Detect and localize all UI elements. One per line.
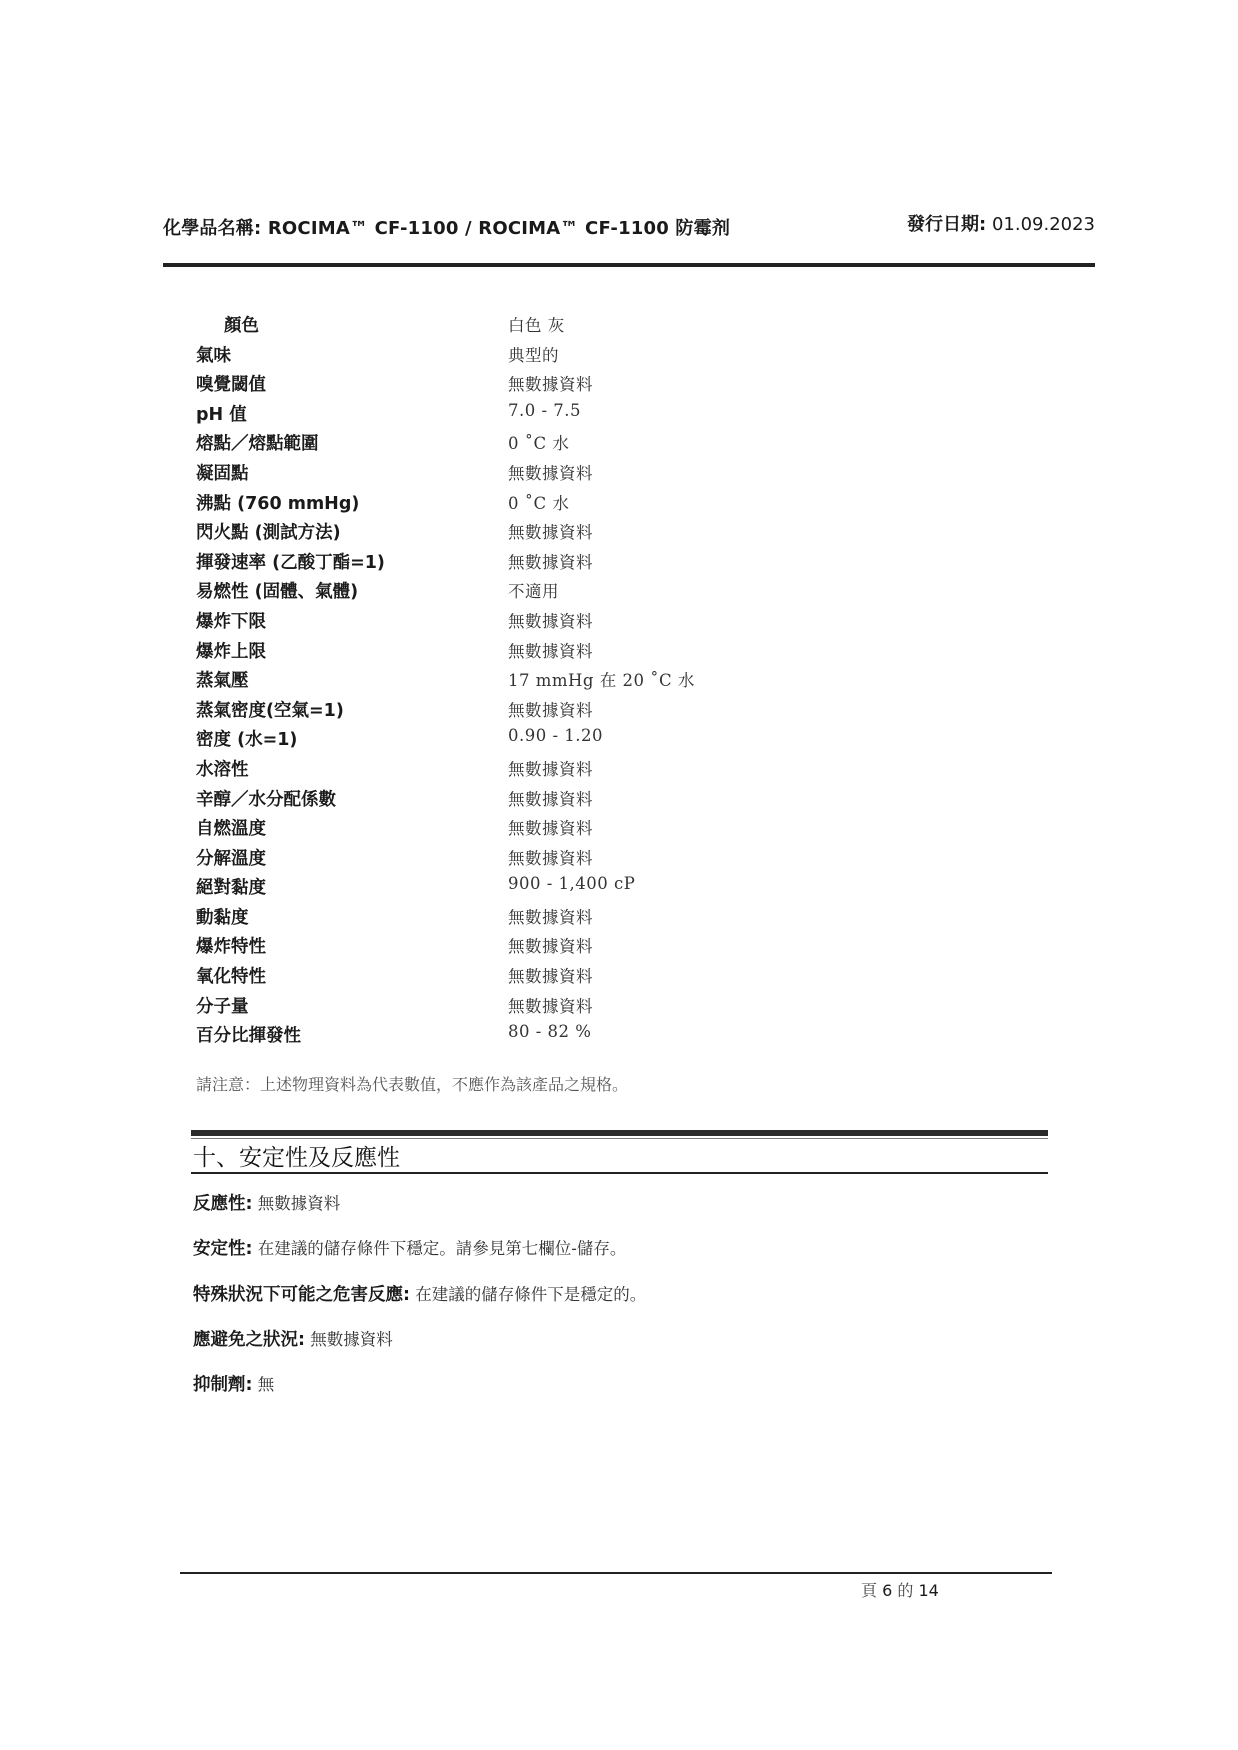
- property-row: [196, 815, 756, 845]
- property-label: 顏色: [224, 316, 259, 336]
- property-row: [196, 578, 756, 608]
- field-hazardous-reactions: [193, 1281, 646, 1306]
- page-total: 14: [918, 1581, 939, 1600]
- field-conditions-to-avoid: [193, 1326, 393, 1351]
- field-value: 在建議的儲存條件下穩定。請參見第七欄位-儲存。: [252, 1239, 627, 1258]
- property-label: 密度 (水=1): [196, 730, 298, 751]
- field-value: 無數據資料: [305, 1330, 393, 1349]
- property-row: [196, 845, 756, 875]
- property-row: [196, 963, 756, 993]
- field-key: 特殊狀況下可能之危害反應:: [193, 1285, 410, 1305]
- property-label: 絕對黏度: [196, 878, 266, 899]
- property-row: [196, 726, 756, 756]
- field-key: 反應性:: [193, 1194, 253, 1214]
- property-value: 0 ˚C 水: [508, 493, 570, 513]
- field-value: 無: [252, 1375, 275, 1394]
- page-prefix: 頁: [861, 1581, 878, 1600]
- property-row: [196, 371, 756, 401]
- property-row: [196, 786, 756, 816]
- property-value: 0 ˚C 水: [508, 434, 570, 454]
- property-value: 無數據資料: [508, 375, 593, 395]
- property-label: 水溶性: [196, 759, 249, 780]
- issue-date-label: 發行日期:: [907, 214, 987, 235]
- property-row: [196, 460, 756, 490]
- property-row: [196, 667, 756, 697]
- property-label: 凝固點: [196, 463, 249, 484]
- property-label: 易燃性 (固體、氣體): [196, 582, 359, 603]
- field-stability: [193, 1235, 626, 1260]
- property-value: 7.0 - 7.5: [508, 400, 582, 420]
- footer-divider: [180, 1572, 1052, 1574]
- property-label: 閃火點 (測試方法): [196, 523, 341, 544]
- property-value: 900 - 1,400 cP: [508, 874, 636, 894]
- field-inhibitors: [193, 1371, 274, 1396]
- property-row: [196, 519, 756, 549]
- page-current: 6: [882, 1581, 893, 1600]
- property-value: 80 - 82 %: [508, 1022, 592, 1042]
- physical-properties-table: [196, 312, 756, 1052]
- field-key: 抑制劑:: [193, 1375, 253, 1395]
- property-value: 17 mmHg 在 20 ˚C 水: [508, 671, 695, 691]
- property-value: 無數據資料: [508, 819, 593, 839]
- property-label: 沸點 (760 mmHg): [196, 493, 360, 514]
- property-row: [196, 993, 756, 1023]
- property-value: 白色 灰: [508, 316, 565, 335]
- property-row: [196, 490, 756, 520]
- property-row: [196, 549, 756, 579]
- property-label: 氣味: [196, 345, 231, 366]
- property-value: 無數據資料: [508, 552, 593, 572]
- property-value: 無數據資料: [508, 759, 593, 779]
- section-title: 十、安定性及反應性: [193, 1145, 400, 1171]
- property-value: 典型的: [508, 345, 559, 365]
- property-row: [196, 312, 756, 342]
- property-label: 分子量: [196, 996, 249, 1017]
- property-label: 百分比揮發性: [196, 1026, 301, 1047]
- property-value: 無數據資料: [508, 967, 593, 987]
- property-value: 無數據資料: [508, 463, 593, 483]
- property-value: 無數據資料: [508, 907, 593, 927]
- property-value: 無數據資料: [508, 523, 593, 543]
- property-label: 分解溫度: [196, 848, 266, 869]
- field-reactivity: [193, 1190, 340, 1215]
- property-value: 不適用: [508, 582, 559, 602]
- property-label: 辛醇／水分配係數: [196, 789, 336, 810]
- property-label: 熔點／熔點範圍: [196, 434, 319, 455]
- property-value: 無數據資料: [508, 789, 593, 809]
- property-row: [196, 1022, 756, 1052]
- property-label: 爆炸下限: [196, 611, 266, 632]
- property-label: 蒸氣密度(空氣=1): [196, 700, 344, 721]
- page-number: [861, 1578, 939, 1601]
- property-label: 自燃溫度: [196, 819, 266, 840]
- property-value: 無數據資料: [508, 700, 593, 720]
- property-label: 爆炸特性: [196, 937, 266, 958]
- property-label: 動黏度: [196, 907, 249, 928]
- property-row: [196, 608, 756, 638]
- property-row: [196, 904, 756, 934]
- property-row: [196, 756, 756, 786]
- field-value: 在建議的儲存條件下是穩定的。: [410, 1285, 647, 1304]
- property-label: 嗅覺閾值: [196, 375, 266, 396]
- specification-note: 請注意：上述物理資料為代表數值，不應作為該產品之規格。: [196, 1075, 629, 1094]
- issue-date-value: 01.09.2023: [991, 214, 1095, 235]
- field-key: 安定性:: [193, 1239, 253, 1259]
- property-label: 爆炸上限: [196, 641, 266, 662]
- section-top-divider: [191, 1130, 1048, 1136]
- product-name: 化學品名稱: ROCIMA™ CF-1100 / ROCIMA™ CF-1100 防霉剂: [163, 218, 731, 239]
- property-value: 無數據資料: [508, 641, 593, 661]
- field-key: 應避免之狀況:: [193, 1330, 305, 1350]
- section-bottom-divider: [191, 1172, 1048, 1174]
- property-value: 0.90 - 1.20: [508, 726, 604, 746]
- property-label: pH 值: [196, 404, 247, 425]
- property-row: [196, 638, 756, 668]
- property-row: [196, 874, 756, 904]
- property-label: 氧化特性: [196, 967, 266, 988]
- property-row: [196, 342, 756, 372]
- header-divider: [163, 263, 1095, 267]
- field-value: 無數據資料: [252, 1194, 341, 1213]
- property-row: [196, 401, 756, 431]
- property-row: [196, 697, 756, 727]
- property-value: 無數據資料: [508, 996, 593, 1016]
- property-row: [196, 430, 756, 460]
- property-value: 無數據資料: [508, 937, 593, 957]
- property-value: 無數據資料: [508, 848, 593, 868]
- issue-date: [907, 210, 1095, 236]
- page-of: 的: [897, 1581, 914, 1600]
- property-row: [196, 933, 756, 963]
- property-label: 揮發速率 (乙酸丁酯=1): [196, 552, 385, 573]
- property-label: 蒸氣壓: [196, 671, 249, 692]
- property-value: 無數據資料: [508, 611, 593, 631]
